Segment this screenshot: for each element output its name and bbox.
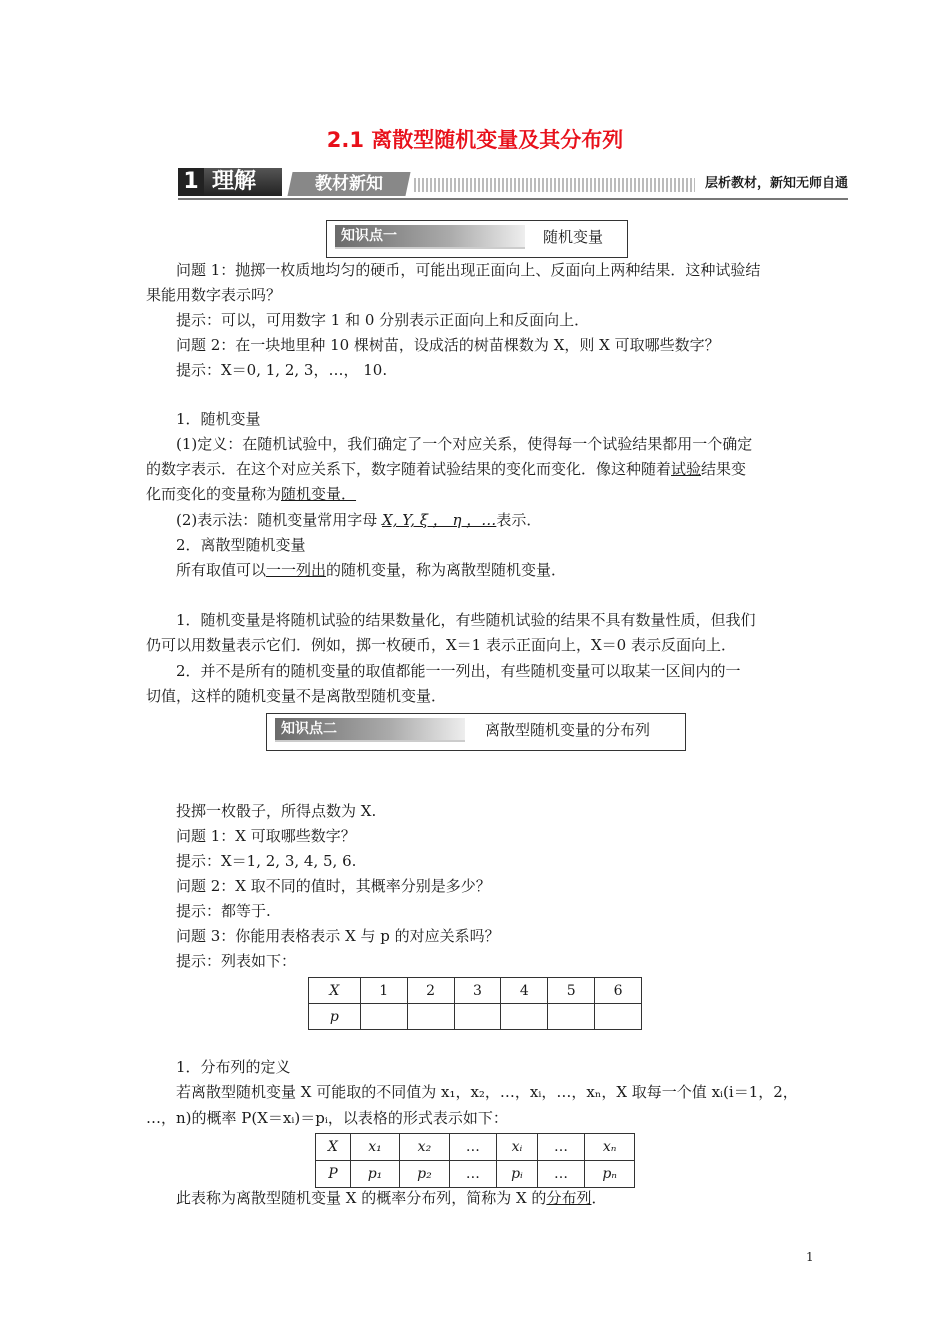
heading-distribution: 1．分布列的定义 xyxy=(176,1058,291,1076)
table-row xyxy=(309,978,642,1004)
table-cell: x₁ xyxy=(350,1134,399,1161)
hint-1: 提示：可以，可用数字 1 和 0 分别表示正面向上和反面向上． xyxy=(176,311,590,329)
definition-line-2: 的数字表示．在这个对应关系下，数字随着试验结果的变化而变化．像这种随着试验结果变 xyxy=(146,460,747,478)
table-cell: 3 xyxy=(454,978,501,1004)
table-cell xyxy=(501,1004,548,1030)
dice-hint-3: 提示：列表如下： xyxy=(176,952,297,970)
discrete-definition: 所有取值可以一一列出的随机变量，称为离散型随机变量． xyxy=(176,561,567,579)
table-cell: … xyxy=(537,1161,585,1188)
table-row xyxy=(309,1004,642,1030)
note-2: 2．并不是所有的随机变量的取值都能一一列出，有些随机变量可以取某一区间内的一 xyxy=(176,662,741,680)
table-cell: pᵢ xyxy=(497,1161,538,1188)
table-cell xyxy=(548,1004,595,1030)
question-2: 问题 2：在一块地里种 10 棵树苗，设成活的树苗棵数为 X，则 X 可取哪些数字？ xyxy=(176,336,720,354)
section-banner xyxy=(178,164,848,200)
table-cell: 2 xyxy=(407,978,454,1004)
table-cell xyxy=(360,1004,407,1030)
table-row xyxy=(316,1161,635,1188)
table-cell: X xyxy=(316,1134,351,1161)
table-cell: xᵢ xyxy=(497,1134,538,1161)
table-cell: P xyxy=(316,1161,351,1188)
page-number: 1 xyxy=(806,1250,814,1264)
table-cell xyxy=(454,1004,501,1030)
dice-question-1: 问题 1：X 可取哪些数字？ xyxy=(176,827,356,845)
table-cell xyxy=(407,1004,454,1030)
heading-discrete: 2．离散型随机变量 xyxy=(176,536,306,554)
distribution-line-1: 若离散型随机变量 X 可能取的不同值为 x₁，x₂，…，xᵢ，…，xₙ，X 取每一个值 xᵢ(i＝1，2， xyxy=(176,1083,798,1101)
dice-table xyxy=(308,977,642,1030)
question-1: 问题 1：抛掷一枚质地均匀的硬币，可能出现正面向上、反面向上两种结果．这种试验结 xyxy=(176,261,761,279)
table-cell: pₙ xyxy=(585,1161,635,1188)
table-cell: x₂ xyxy=(400,1134,449,1161)
knowledge-point-label: 知识点二 xyxy=(275,718,465,740)
heading-random-variable: 1．随机变量 xyxy=(176,410,261,428)
table-cell: … xyxy=(449,1134,497,1161)
dice-hint-1: 提示：X＝1, 2, 3, 4, 5, 6. xyxy=(176,852,357,870)
table-cell: 4 xyxy=(501,978,548,1004)
table-cell: p₂ xyxy=(400,1161,449,1188)
banner-sub: 教材新知 xyxy=(287,172,410,196)
label-shadow xyxy=(275,740,465,742)
dice-hint-2: 提示：都等于. xyxy=(176,902,271,920)
note-1-cont: 仍可以用数量表示它们．例如，掷一枚硬币，X＝1 表示正面向上，X＝0 表示反面向上． xyxy=(146,636,736,654)
table-cell xyxy=(595,1004,642,1030)
table-cell: p₁ xyxy=(350,1161,399,1188)
label-shadow xyxy=(335,247,525,249)
distribution-table xyxy=(315,1133,635,1188)
dice-question-3: 问题 3：你能用表格表示 X 与 p 的对应关系吗？ xyxy=(176,927,500,945)
knowledge-point-2 xyxy=(266,713,686,751)
banner-rule xyxy=(178,198,848,200)
knowledge-point-label: 知识点一 xyxy=(335,225,525,247)
representation-line: (2)表示法：随机变量常用字母 X, Y, ξ ， η ，…表示． xyxy=(176,511,542,529)
banner-tag: 层析教材，新知无师自通 xyxy=(695,174,848,194)
table-cell: 1 xyxy=(360,978,407,1004)
knowledge-point-topic: 离散型随机变量的分布列 xyxy=(485,721,651,739)
banner-word: 理解 xyxy=(204,168,282,196)
banner-number: 1 xyxy=(178,168,204,196)
table-row xyxy=(316,1134,635,1161)
table-cell: … xyxy=(449,1161,497,1188)
table-cell: … xyxy=(537,1134,585,1161)
question-1-cont: 果能用数字表示吗？ xyxy=(146,286,282,304)
definition-line-3: 化而变化的变量称为随机变量． xyxy=(146,485,357,503)
note-2-cont: 切值，这样的随机变量不是离散型随机变量． xyxy=(146,687,447,705)
distribution-line-2: …，n)的概率 P(X＝xᵢ)＝pᵢ，以表格的形式表示如下： xyxy=(146,1109,508,1127)
page-title: 2.1 离散型随机变量及其分布列 xyxy=(326,128,624,152)
table-cell: 6 xyxy=(595,978,642,1004)
knowledge-point-1 xyxy=(326,220,628,258)
dice-question-2: 问题 2：X 取不同的值时，其概率分别是多少？ xyxy=(176,877,491,895)
definition-line-1: (1)定义：在随机试验中，我们确定了一个对应关系，使得每一个试验结果都用一个确定 xyxy=(176,435,753,453)
hint-2: 提示：X＝0, 1, 2, 3，…， 10. xyxy=(176,361,388,379)
table-cell: 5 xyxy=(548,978,595,1004)
knowledge-point-topic: 随机变量 xyxy=(543,228,604,246)
table-cell: p xyxy=(309,1004,361,1030)
table-cell: X xyxy=(309,978,361,1004)
distribution-conclusion: 此表称为离散型随机变量 X 的概率分布列，简称为 X 的分布列． xyxy=(176,1189,607,1207)
note-1: 1．随机变量是将随机试验的结果数量化，有些随机试验的结果不具有数量性质，但我们 xyxy=(176,611,756,629)
table-cell: xₙ xyxy=(585,1134,635,1161)
dice-intro: 投掷一枚骰子，所得点数为 X. xyxy=(176,802,377,820)
